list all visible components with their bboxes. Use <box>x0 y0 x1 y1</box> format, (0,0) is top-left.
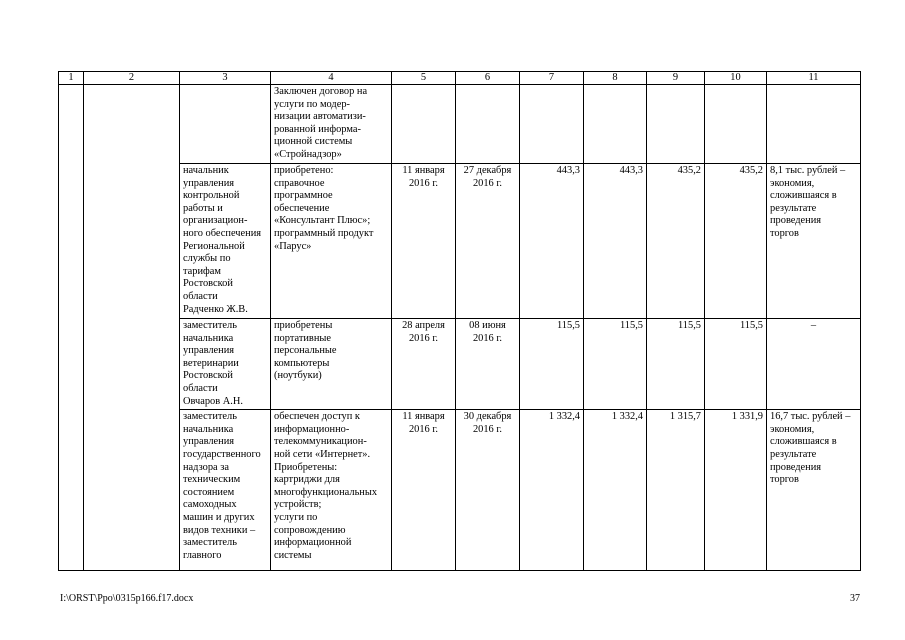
activity-cell: приобретены портативные персональные компьютеры (ноутбуки) <box>271 319 392 410</box>
amount-cell: 443,3 <box>520 164 584 319</box>
column-number: 5 <box>392 72 456 85</box>
column-number: 8 <box>584 72 647 85</box>
note-cell: 8,1 тыс. рублей – экономия, сложившаяся в результате проведения торгов <box>767 164 861 319</box>
empty-cell <box>59 85 84 571</box>
table-row <box>59 410 861 571</box>
amount-cell: 1 331,9 <box>705 410 767 571</box>
column-number: 6 <box>456 72 520 85</box>
responsible-person-cell: заместитель начальника управления государственного надзора за техническим состоянием самоходных машин и других видов техники – заместитель главного <box>180 410 271 571</box>
end-date-cell: 30 декабря 2016 г. <box>456 410 520 571</box>
responsible-person-cell <box>180 85 271 164</box>
column-number: 4 <box>271 72 392 85</box>
end-date-cell: 08 июня 2016 г. <box>456 319 520 410</box>
column-number: 7 <box>520 72 584 85</box>
note-cell: – <box>767 319 861 410</box>
table-row <box>59 319 861 410</box>
amount-cell <box>647 85 705 164</box>
end-date-cell: 27 декабря 2016 г. <box>456 164 520 319</box>
empty-cell <box>84 85 180 571</box>
start-date-cell: 11 января 2016 г. <box>392 164 456 319</box>
footer-file-path: I:\ORST\Ppo\0315p166.f17.docx <box>60 593 194 604</box>
activity-cell: приобретено: справочное программное обеспечение «Консультант Плюс»; программный продукт «Парус» <box>271 164 392 319</box>
amount-cell <box>584 85 647 164</box>
responsible-person-cell: начальник управления контрольной работы и организацион- ного обеспечения Региональной службы по тарифам Ростовской области Радченко Ж.В. <box>180 164 271 319</box>
amount-cell: 443,3 <box>584 164 647 319</box>
start-date-cell <box>392 85 456 164</box>
activity-cell: обеспечен доступ к информационно- телекоммуникацион- ной сети «Интернет». Приобретены: картриджи для многофункциональных устройств; услуги по сопровождению информационной системы <box>271 410 392 571</box>
amount-cell: 1 332,4 <box>584 410 647 571</box>
amount-cell: 115,5 <box>705 319 767 410</box>
end-date-cell <box>456 85 520 164</box>
footer-page-number: 37 <box>850 593 860 604</box>
note-cell: 16,7 тыс. рублей – экономия, сложившаяся в результате проведения торгов <box>767 410 861 571</box>
amount-cell: 115,5 <box>520 319 584 410</box>
table-row <box>59 85 861 164</box>
column-number: 3 <box>180 72 271 85</box>
column-number: 9 <box>647 72 705 85</box>
table-row <box>59 164 861 319</box>
amount-cell <box>520 85 584 164</box>
amount-cell: 435,2 <box>647 164 705 319</box>
column-number: 1 <box>59 72 84 85</box>
amount-cell: 115,5 <box>584 319 647 410</box>
start-date-cell: 28 апреля 2016 г. <box>392 319 456 410</box>
amount-cell <box>705 85 767 164</box>
amount-cell: 435,2 <box>705 164 767 319</box>
note-cell <box>767 85 861 164</box>
column-number: 11 <box>767 72 861 85</box>
report-table <box>58 71 861 571</box>
responsible-person-cell: заместитель начальника управления ветеринарии Ростовской области Овчаров А.Н. <box>180 319 271 410</box>
amount-cell: 1 315,7 <box>647 410 705 571</box>
column-number-row <box>59 72 861 85</box>
amount-cell: 115,5 <box>647 319 705 410</box>
column-number: 2 <box>84 72 180 85</box>
column-number: 10 <box>705 72 767 85</box>
activity-cell: Заключен договор на услуги по модер- низации автоматизи- рованной информа- ционной системы «Стройнадзор» <box>271 85 392 164</box>
amount-cell: 1 332,4 <box>520 410 584 571</box>
start-date-cell: 11 января 2016 г. <box>392 410 456 571</box>
